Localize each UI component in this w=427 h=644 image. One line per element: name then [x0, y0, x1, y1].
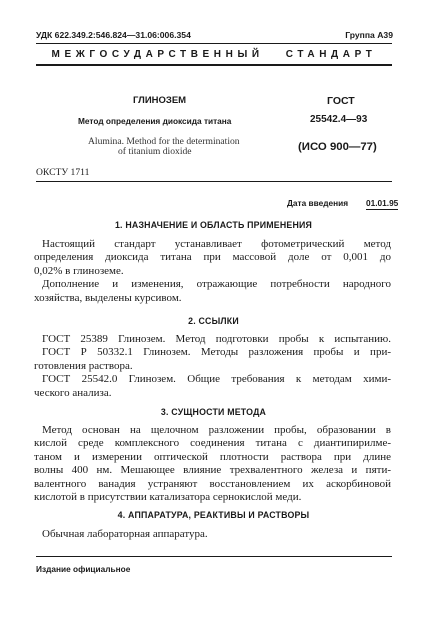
text-line: ческого анализа.	[34, 386, 112, 399]
text-line: Метод основан на щелочном разложении пробы, образовании в	[42, 424, 391, 436]
footer-rule	[36, 556, 392, 557]
standard-subtitle: Метод определения диоксида титана	[78, 116, 232, 126]
gost-label: ГОСТ	[327, 95, 355, 107]
section-1-body	[34, 238, 391, 305]
section-4-heading: 4. АППАРАТУРА, РЕАКТИВЫ И РАСТВОРЫ	[117, 510, 310, 520]
official-edition-label: Издание официальное	[36, 564, 131, 574]
text-line: готовления раствора.	[34, 359, 133, 372]
section-3-body	[34, 424, 391, 504]
section-4-body	[34, 528, 391, 541]
effective-date-label: Дата введения	[287, 198, 349, 208]
banner-rule	[36, 64, 392, 66]
effective-date-value: 01.01.95	[366, 198, 399, 208]
text-line: ГОСТ Р 50332.1 Глинозем. Методы разложения пробы и при-	[42, 346, 391, 359]
top-rule	[36, 43, 392, 44]
section-2-body	[34, 333, 391, 400]
english-title-line-2: of titanium dioxide	[118, 146, 192, 157]
text-line: Дополнение и изменения, отражающие потребности народного	[42, 278, 391, 291]
text-line: Обычная лабораторная аппаратура.	[42, 528, 208, 540]
okstu-code: ОКСТУ 1711	[36, 167, 90, 178]
text-line: таном и измерении оптической плотности раствора при длине	[34, 450, 391, 463]
section-3-heading: 3. СУЩНОСТИ МЕТОДА	[160, 407, 267, 417]
english-title-line-1: Alumina. Method for the determination	[88, 136, 240, 147]
udk-code: УДК 622.349.2:546.824—31.06:006.354	[36, 30, 191, 40]
standard-title: ГЛИНОЗЕМ	[133, 95, 187, 106]
text-line: хозяйства, выделены курсивом.	[34, 291, 182, 304]
text-line: ГОСТ 25542.0 Глинозем. Общие требования к методам хими-	[42, 373, 391, 386]
text-line: 0,02% в глиноземе.	[34, 264, 124, 277]
text-line: валентного ванадия устраняют восстановлением их аскорбиновой	[34, 477, 391, 490]
text-line: кислотой в присутствии катализатора сернокислой меди.	[34, 491, 302, 504]
section-1-heading: 1. НАЗНАЧЕНИЕ И ОБЛАСТЬ ПРИМЕНЕНИЯ	[114, 220, 313, 230]
title-block-rule	[36, 181, 392, 182]
text-line: Настоящий стандарт устанавливает фотометрический метод	[42, 238, 391, 250]
text-line: ГОСТ 25389 Глинозем. Метод подготовки пробы к испытанию.	[42, 333, 391, 345]
group-code: Группа А39	[345, 30, 393, 40]
gost-number: 25542.4—93	[310, 114, 368, 125]
text-line: кислой среде комплексного соединения титана с диантипирилме-	[34, 437, 391, 450]
text-line: волны 400 нм. Мешающее влияние трехвалентного железа и пяти-	[34, 464, 391, 477]
iso-reference: (ИСО 900—77)	[298, 141, 377, 153]
section-2-heading: 2. ССЫЛКИ	[188, 316, 239, 326]
standard-banner: МЕЖГОСУДАРСТВЕННЫЙ СТАНДАРТ	[51, 49, 377, 60]
text-line: определения диоксида титана при массовой доле от 0,001 до	[34, 251, 391, 264]
